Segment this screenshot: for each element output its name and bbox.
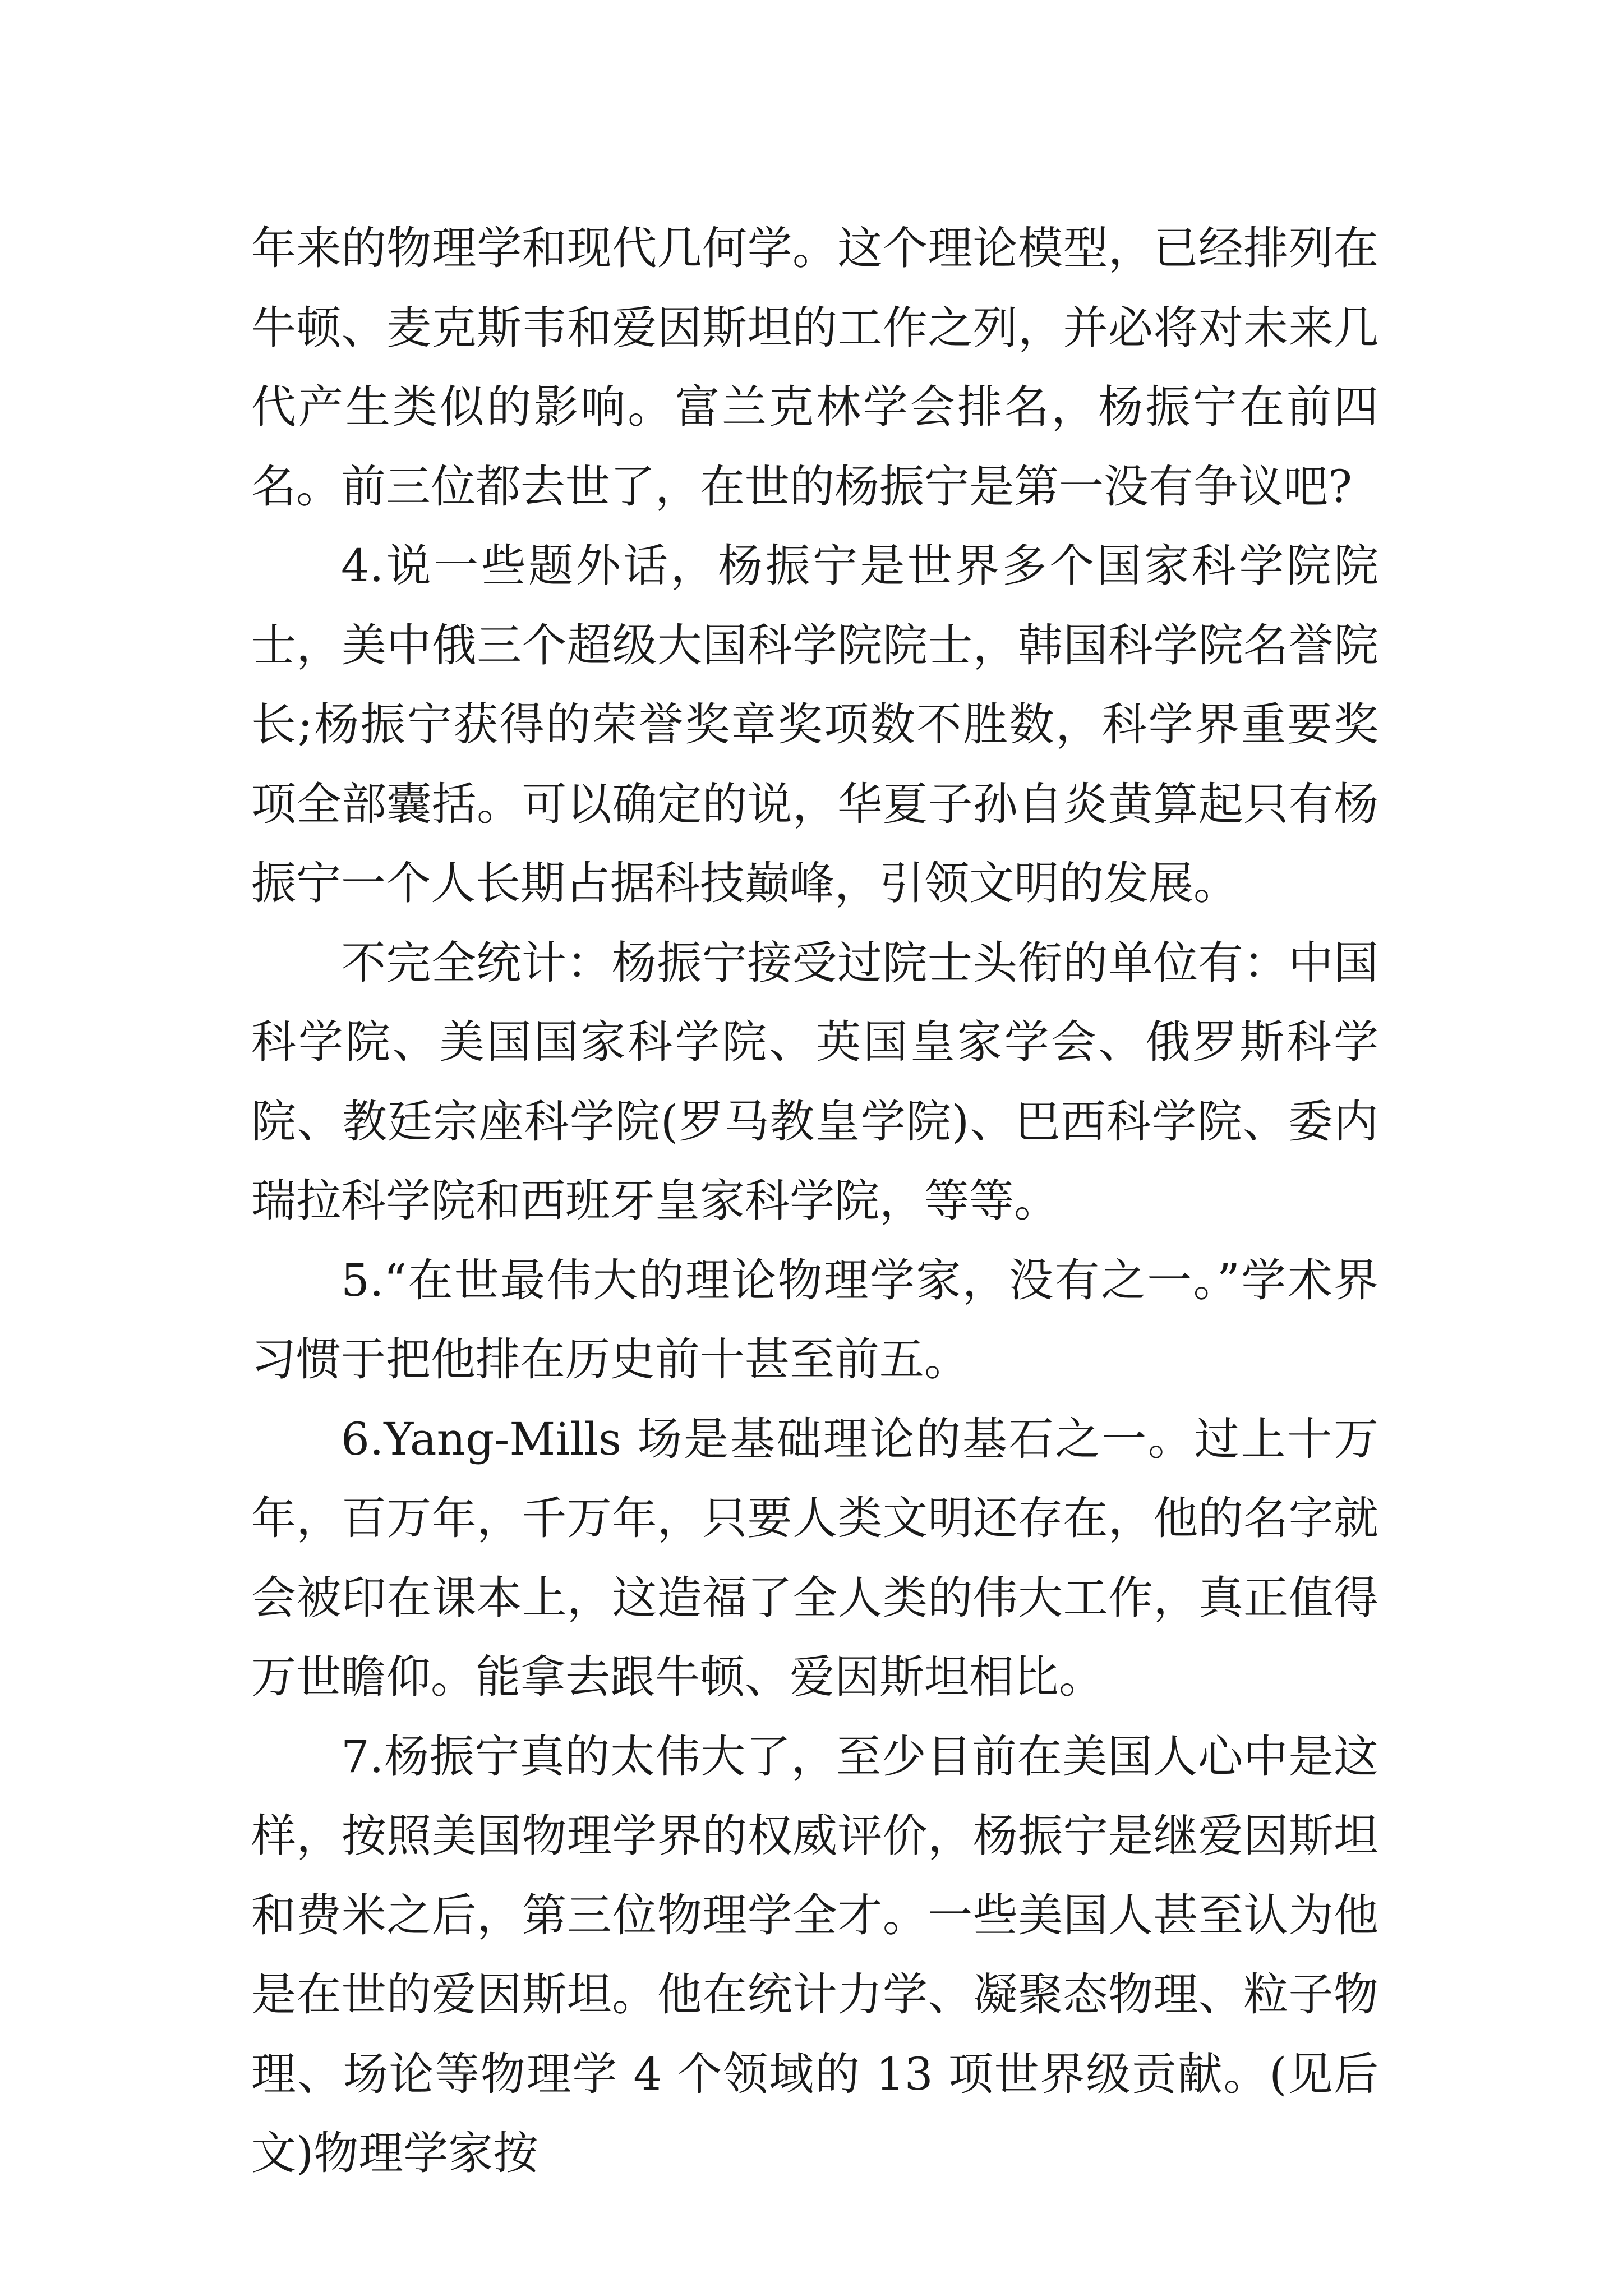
paragraph-2: 4.说一些题外话，杨振宁是世界多个国家科学院院士，美中俄三个超级大国科学院院士，韩国科学院名誉院长;杨振宁获得的荣誉奖章奖项数不胜数，科学界重要奖项全部囊括。可以确定的说，华夏子孙自炎黄算起只有杨振宁一个人长期占据科技巅峰，引领文明的发展。 — [251, 540, 1378, 909]
paragraph-4: 5.“在世最伟大的理论物理学家，没有之一。”学术界习惯于把他排在历史前十甚至前五。 — [251, 1254, 1378, 1386]
paragraph-5: 6.Yang-Mills 场是基础理论的基石之一。过上十万年，百万年，千万年，只要人类文明还存在，他的名字就会被印在课本上，这造福了全人类的伟大工作，真正值得万世瞻仰。能拿去跟牛顿、爱因斯坦相比。 — [251, 1412, 1378, 1703]
paragraph-3: 不完全统计：杨振宁接受过院士头衔的单位有：中国科学院、美国国家科学院、英国皇家学会、俄罗斯科学院、教廷宗座科学院(罗马教皇学院)、巴西科学院、委内瑞拉科学院和西班牙皇家科学院，等等。 — [251, 936, 1378, 1227]
document-body — [251, 209, 1378, 2193]
paragraph-6: 7.杨振宁真的太伟大了，至少目前在美国人心中是这样，按照美国物理学界的权威评价，杨振宁是继爱因斯坦和费米之后，第三位物理学全才。一些美国人甚至认为他是在世的爱因斯坦。他在统计力学、凝聚态物理、粒子物理、场论等物理学 4 个领域的 13 项世界级贡献。(见后文)物理学家按 — [251, 1730, 1378, 2179]
paragraph-1: 年来的物理学和现代几何学。这个理论模型，已经排列在牛顿、麦克斯韦和爱因斯坦的工作之列，并必将对未来几代产生类似的影响。富兰克林学会排名，杨振宁在前四名。前三位都去世了，在世的杨振宁是第一没有争议吧? — [251, 222, 1378, 513]
